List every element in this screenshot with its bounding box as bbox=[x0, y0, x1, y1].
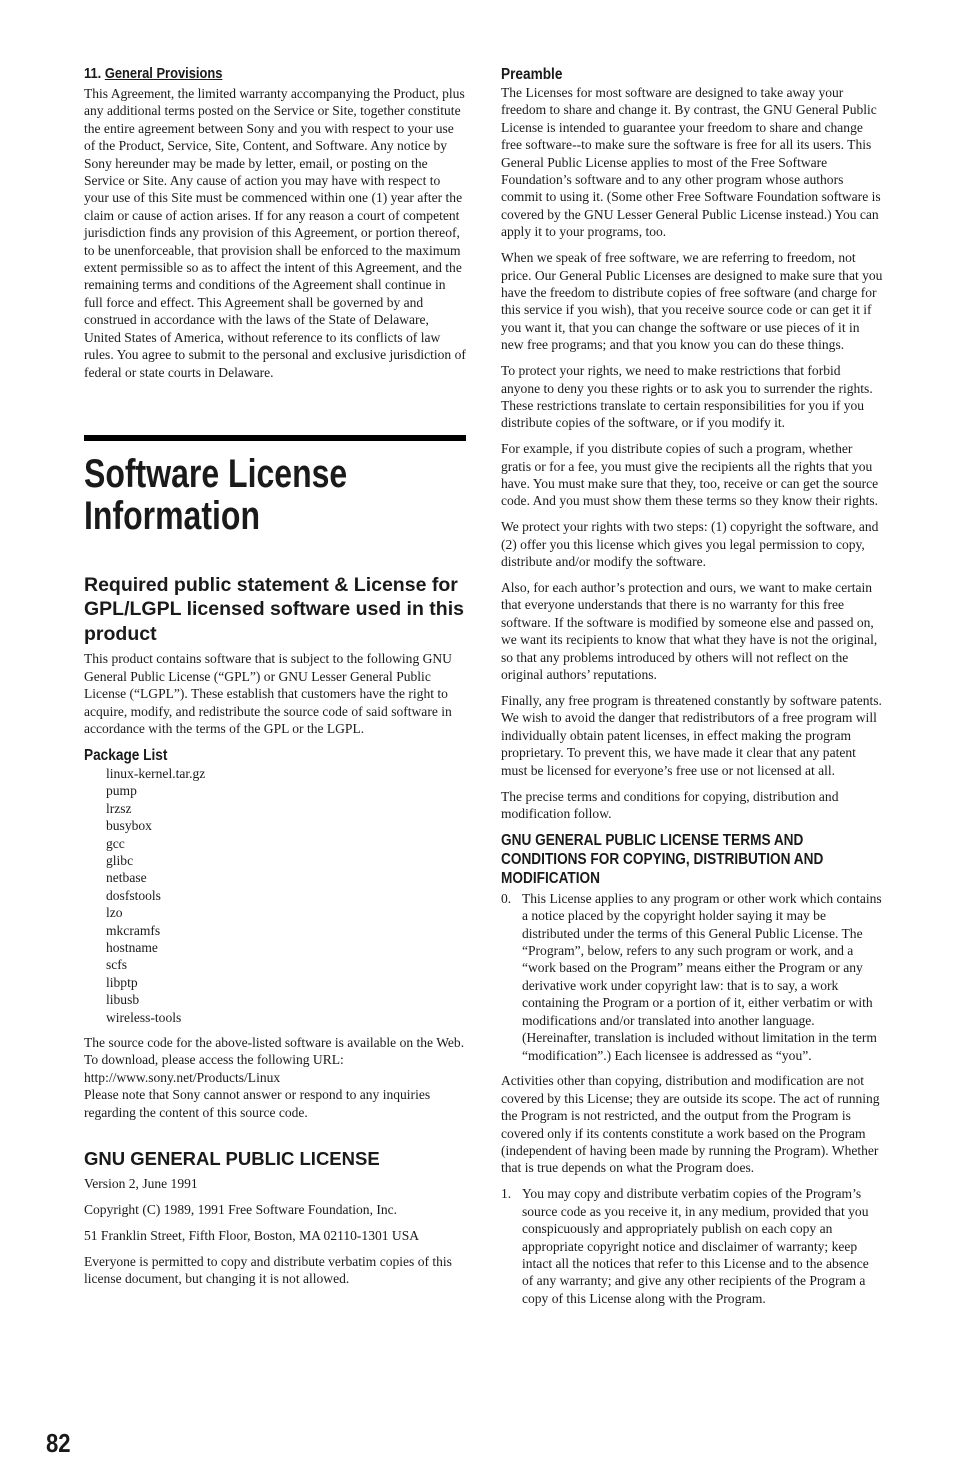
left-column bbox=[84, 62, 466, 1296]
page-number: 82 bbox=[46, 1428, 71, 1458]
package-item: dosfstools bbox=[106, 887, 161, 903]
preamble-paragraph: Finally, any free program is threatened constantly by software patents. We wish to avoid the danger that redistributors of a free program will individually obtain patent licenses, in effect making the program proprietary. To prevent this, we have made it clear that any patent must be licensed for everyone’s free use or not licensed at all. bbox=[501, 693, 882, 778]
title-rule bbox=[84, 435, 466, 441]
package-item: pump bbox=[106, 783, 137, 799]
preamble-paragraph: To protect your rights, we need to make restrictions that forbid anyone to deny you these rights or to ask you to surrender the rights. These restrictions translate to certain responsibilities for you if you distribute copies of the software, or if you modify it. bbox=[501, 363, 873, 431]
item-text: You may copy and distribute verbatim copies of the Program’s source code as you receive it, in any medium, provided that you conspicuously and appropriately publish on each copy an appropriate copyright notice and disclaimer of warranty; keep intact all the notices that refer to this License and to the absence of any warranty; and give any other recipients of the Program a copy of this License along with the Program. bbox=[522, 1186, 869, 1306]
required-statement-body: This product contains software that is subject to the following GNU General Public License (“GPL”) or GNU Lesser General Public License (“LGPL”). These establish that customers have the right to acquire, modify, and redistribute the source code of said software in accordance with the terms of the GPL or the LGPL. bbox=[84, 651, 452, 737]
terms-heading: GNU GENERAL PUBLIC LICENSE TERMS AND CONDITIONS FOR COPYING, DISTRIBUTION AND MODIFICATION bbox=[501, 831, 824, 887]
general-provisions-body: This Agreement, the limited warranty accompanying the Product, plus any additional terms posted on the Service or Site, together constitute the entire agreement between Sony and you with respect to your use of the Product, Service, Site, Content, and Software. Any notice by Sony hereunder may be made by letter, email, or posting on the Service or Site. Any cause of action you may have with respect to your use of this Site must be commenced within one (1) year after the claim or cause of action arises. If for any reason a court of competent jurisdiction finds any provision of this Agreement, or portion thereof, to be unenforceable, that provision shall be enforced to the maximum extent permissible so as to affect the intent of this Agreement, and the remaining terms and conditions of the Agreement shall continue in full force and effect. This Agreement shall be governed by and construed in accordance with the laws of the State of Delaware, United States of America, without reference to its conflicts of law rules. You agree to submit to the personal and exclusive jurisdiction of federal or state courts in Delaware. bbox=[84, 86, 466, 380]
gpl-heading: GNU GENERAL PUBLIC LICENSE bbox=[84, 1148, 380, 1170]
terms-item-1 bbox=[501, 1185, 883, 1307]
inquiry-notice: Please note that Sony cannot answer or respond to any inquiries regarding the content of this source code. bbox=[84, 1087, 431, 1120]
preamble-heading: Preamble bbox=[501, 66, 563, 83]
package-item: libptp bbox=[106, 974, 138, 990]
item-number: 1. bbox=[501, 1186, 512, 1202]
package-list-heading: Package List bbox=[84, 746, 168, 764]
package-item: scfs bbox=[106, 957, 128, 973]
package-item: linux-kernel.tar.gz bbox=[106, 765, 206, 781]
package-item: libusb bbox=[106, 992, 140, 1008]
gpl-version: Version 2, June 1991 bbox=[84, 1176, 198, 1192]
terms-item-0 bbox=[501, 890, 883, 1064]
general-provisions-heading bbox=[84, 65, 413, 83]
source-availability: The source code for the above-listed software is available on the Web. bbox=[84, 1035, 465, 1051]
download-instruction: To download, please access the following URL: bbox=[84, 1052, 344, 1068]
package-list bbox=[106, 765, 466, 1026]
package-item: busybox bbox=[106, 818, 152, 834]
gpl-address: 51 Franklin Street, Fifth Floor, Boston, MA 02110-1301 USA bbox=[84, 1227, 420, 1243]
preamble-paragraph: Also, for each author’s protection and ours, we want to make certain that everyone understands that there is no warranty for this free software. If the software is modified by someone else and passed on, we want its recipients to know that what they have is not the original, so that any problems introduced by others will not reflect on the original authors’ reputations. bbox=[501, 580, 878, 683]
preamble-paragraph: The Licenses for most software are designed to take away your freedom to share and change it. By contrast, the GNU General Public License is intended to guarantee your freedom to share and change free software--to make sure the software is free for all its users. This General Public License applies to most of the Free Software Foundation’s software and to any other program whose authors commit to using it. (Some other Free Software Foundation software is covered by the GNU Lesser General Public License instead.) You can apply it to your programs, too. bbox=[501, 85, 881, 240]
gpl-copyright: Copyright (C) 1989, 1991 Free Software Foundation, Inc. bbox=[84, 1201, 398, 1217]
preamble-paragraph: For example, if you distribute copies of such a program, whether gratis or for a fee, you must give the recipients all the rights that you have. You must make sure that they, too, receive or can get the source code. And you must show them these terms so they know their rights. bbox=[501, 441, 879, 509]
item-text: This License applies to any program or other work which contains a notice placed by the copyright holder saying it may be distributed under the terms of this General Public License. The “Program”, below, refers to any such program or work, and a “work based on the Program” means either the Program or any derivative work under copyright law: that is to say, a work containing the Program or a portion of it, either verbatim or with modifications and/or translated into another language. (Hereinafter, translation is included without limitation in the term “modification”.) Each licensee is addressed as “you”. bbox=[522, 890, 882, 1063]
required-statement-heading: Required public statement & License for GPL/LGPL licensed software used in this product bbox=[84, 573, 464, 645]
section-number: 11. bbox=[84, 65, 102, 82]
package-item: gcc bbox=[106, 835, 125, 851]
section-title: General Provisions bbox=[104, 65, 223, 82]
package-item: lrzsz bbox=[106, 800, 132, 816]
item-number: 0. bbox=[501, 890, 512, 906]
page-title: Software License Information bbox=[84, 451, 348, 538]
preamble-paragraph: The precise terms and conditions for copying, distribution and modification follow. bbox=[501, 788, 839, 821]
preamble-paragraph: When we speak of free software, we are referring to freedom, not price. Our General Public Licenses are designed to make sure that you have the freedom to distribute copies of free software (and charge for this service if you wish), that you receive source code or can get it if you want it, that you can change the software or use pieces of it in new free programs; and that you know you can do these things. bbox=[501, 250, 883, 353]
package-item: wireless-tools bbox=[106, 1009, 182, 1025]
activities-paragraph: Activities other than copying, distribution and modification are not covered by this License; they are outside its scope. The act of running the Program is not restricted, and the output from the Program is covered only if its contents constitute a work based on the Program (independent of having been made by running the Program). Whether that is true depends on what the Program does. bbox=[501, 1073, 880, 1176]
gpl-permission: Everyone is permitted to copy and distribute verbatim copies of this license document, but changing it is not allowed. bbox=[84, 1253, 452, 1287]
package-item: mkcramfs bbox=[106, 922, 161, 938]
package-item: glibc bbox=[106, 852, 134, 868]
package-item: hostname bbox=[106, 940, 158, 955]
source-url[interactable]: http://www.sony.net/Products/Linux bbox=[84, 1069, 281, 1085]
package-item: lzo bbox=[106, 905, 123, 921]
right-column bbox=[501, 62, 883, 1316]
preamble-paragraph: We protect your rights with two steps: (1) copyright the software, and (2) offer you this license which gives you legal permission to copy, distribute and/or modify the software. bbox=[501, 519, 879, 570]
package-item: netbase bbox=[106, 870, 147, 886]
